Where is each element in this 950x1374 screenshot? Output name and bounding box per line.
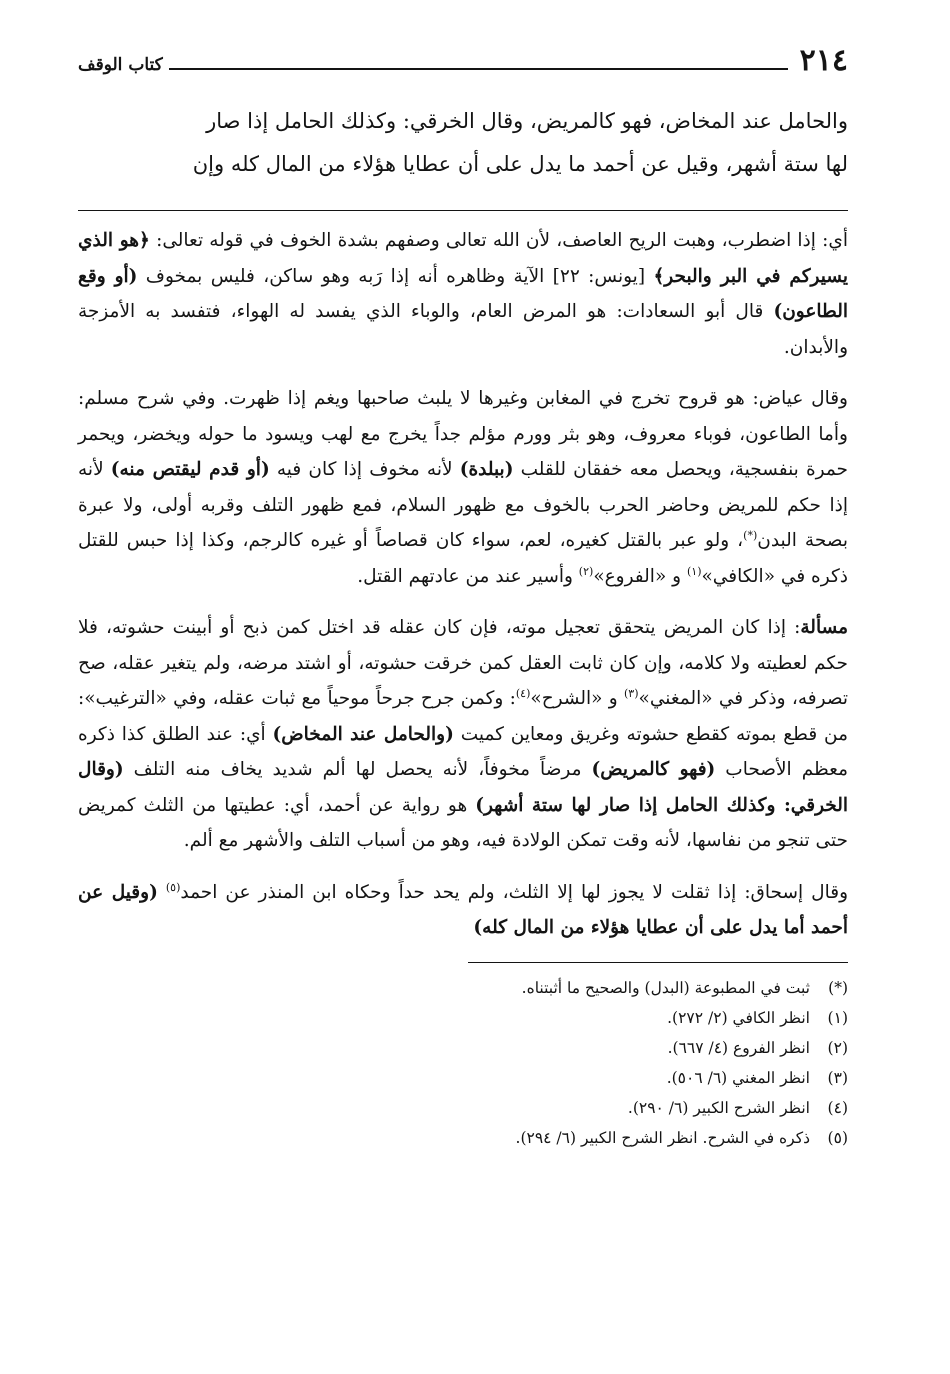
commentary-text: : وكمن جرح جرحاً موحياً مع ثبات عقله، وفي «الترغيب»: من قطع بموته كقطع حشوته وغريق ومعاين كميت [78,688,848,745]
main-text-line: والحامل عند المخاض، فهو كالمريض، وقال الخرقي: وكذلك الحامل إذا صار [206,109,848,133]
commentary-text: وقال عياض: هو قروح تخرج في المغابن وغيرها لا يلبث صاحبها ويغم إذا ظهرت. وفي شرح مسلم: وأما الطاعون، فوباء معروف، وهو بثر وورم مؤلم جداً يخرج مع لهب ويسود ما حوله ويخضر، ويحمر حمرة بنفسجية، ويحصل معه خفقان للقلب [78,388,848,480]
commentary-paragraph [78,610,848,859]
footnote-marker: (١) [827,1008,848,1027]
quoted-matn: (ببلدة) [459,459,514,480]
header-rule [169,68,788,70]
footnote-ref: (*) [743,528,758,542]
commentary-text: قال أبو السعادات: هو المرض العام، والوباء الذي يفسد له الهواء، فتفسد به الأمزجة والأبدان. [78,301,848,358]
quoted-matn: (وقيل عن أحمد أما يدل على أن عطايا هؤلاء من المال كله) [78,881,848,938]
footnote-ref: (١) [686,564,702,578]
commentary-text: : إذا كان المريض يتحقق تعجيل موته، فإن كان عقله قد اختل كمن ذبح أو أبينت حشوته، فلا حكم لعطيته ولا كلامه، وإن كان ثابت العقل كمن خرقت حشوته، أو اشتد مرضه، ولم يتغير عقله، صح تصرفه، وذكر في «المغني» [78,617,849,709]
commentary-text: هو رواية عن أحمد، أي: عطيتها من الثلث كمريض حتى تنجو من نفاسها، لأنه وقت تمكن الولادة فيه، وهو من أسباب التلف والأشهر مع ألم. [78,794,848,851]
commentary-text: أي: إذا اضطرب، وهبت الريح العاصف، لأن الله تعالى وصفهم بشدة الخوف في قوله تعالى: [149,230,848,251]
main-text [78,100,848,186]
footnote [78,1003,848,1033]
footnote-text: انظر الفروع (٤/ ٦٦٧). [667,1038,810,1057]
text-separator [78,210,848,211]
quoted-matn: (فهو كالمريض) [591,759,716,780]
footnote [78,1033,848,1063]
commentary-text: و «الفروع» [593,565,687,587]
commentary [78,223,848,946]
footnote-text: ذكره في الشرح. انظر الشرح الكبير (٦/ ٢٩٤). [515,1128,810,1147]
footnote-rule [468,962,848,963]
footnote-ref: (٥) [165,880,181,894]
quoted-matn: (أو قدم ليقتص منه) [110,459,270,480]
commentary-text: [يونس: ٢٢] الآية وظاهره أنه إذا رَبه وهو ساكن، فليس بمخوف [137,265,654,287]
commentary-paragraph [78,223,848,365]
commentary-text: وقال إسحاق: إذا ثقلت لا يجوز لها إلا الثلث، ولم يحد حداً وحكاه ابن المنذر عن احمد [180,881,848,903]
footnotes [78,973,848,1153]
main-text-line: لها ستة أشهر، وقيل عن أحمد ما يدل على أن عطايا هؤلاء من المال كله وإن [192,152,848,176]
page-number: ٢١٤ [799,43,848,78]
commentary-paragraph [78,381,848,594]
issue-heading: مسألة [800,617,848,638]
footnote-text: انظر الكافي (٢/ ٢٧٢). [667,1008,810,1027]
book-title: كتاب الوقف [78,55,163,75]
footnote-marker: (٤) [827,1098,848,1117]
footnote-ref: (٤) [515,686,531,700]
commentary-paragraph [78,875,848,946]
commentary-text: لأنه مخوف إذا كان فيه [269,459,460,480]
footnote-marker: (٢) [827,1038,848,1057]
footnote-ref: (٣) [623,686,639,700]
quoted-matn: (أو وقع الطاعون) [78,265,848,322]
footnote-ref: (٢) [578,564,594,578]
commentary-text: وأسير عند من عادتهم القتل. [357,565,579,587]
quoted-matn: (والحامل عند المخاض) [272,723,454,745]
book-page [78,36,848,1153]
commentary-text [158,882,166,903]
footnote-marker: (٥) [827,1128,848,1147]
commentary-text: مرضاً مخوفاً، لأنه يحصل لها ألم شديد يخاف منه التلف [123,759,592,780]
quran-verse: ﴿هو الذي يسيركم في البر والبحر﴾ [78,230,848,287]
quoted-matn: (وقال الخرقي: وكذلك الحامل إذا صار لها ستة أشهر) [78,759,848,816]
footnote [78,1123,848,1153]
commentary-text: ، ولو عبر بالقتل كغيره، لعم، سواء كان قصاصاً أو غيره كالرجم، وكذا إذا حبس للقتل ذكره في «الكافي» [78,530,848,587]
footnote-text: انظر المغني (٦/ ٥٠٦). [666,1068,810,1087]
footnote-marker: (٣) [827,1068,848,1087]
commentary-text: و «الشرح» [530,688,624,709]
commentary-text: لأنه إذا حكم للمريض وحاضر الحرب بالخوف مع ظهور السلام، فمع ظهور التلف وقربه أولى، ولا عبرة بصحة البدن [78,459,848,551]
footnote [78,1093,848,1123]
footnote-text: انظر الشرح الكبير (٦/ ٢٩٠). [627,1098,810,1117]
commentary-text: أي: عند الطلق كذا ذكره معظم الأصحاب [78,723,849,780]
footnote [78,973,848,1003]
footnote-text: ثبت في المطبوعة (البدل) والصحيح ما أثبتناه. [521,978,810,997]
footnote-marker: (*) [828,978,848,997]
page-header [78,36,848,76]
footnote [78,1063,848,1093]
